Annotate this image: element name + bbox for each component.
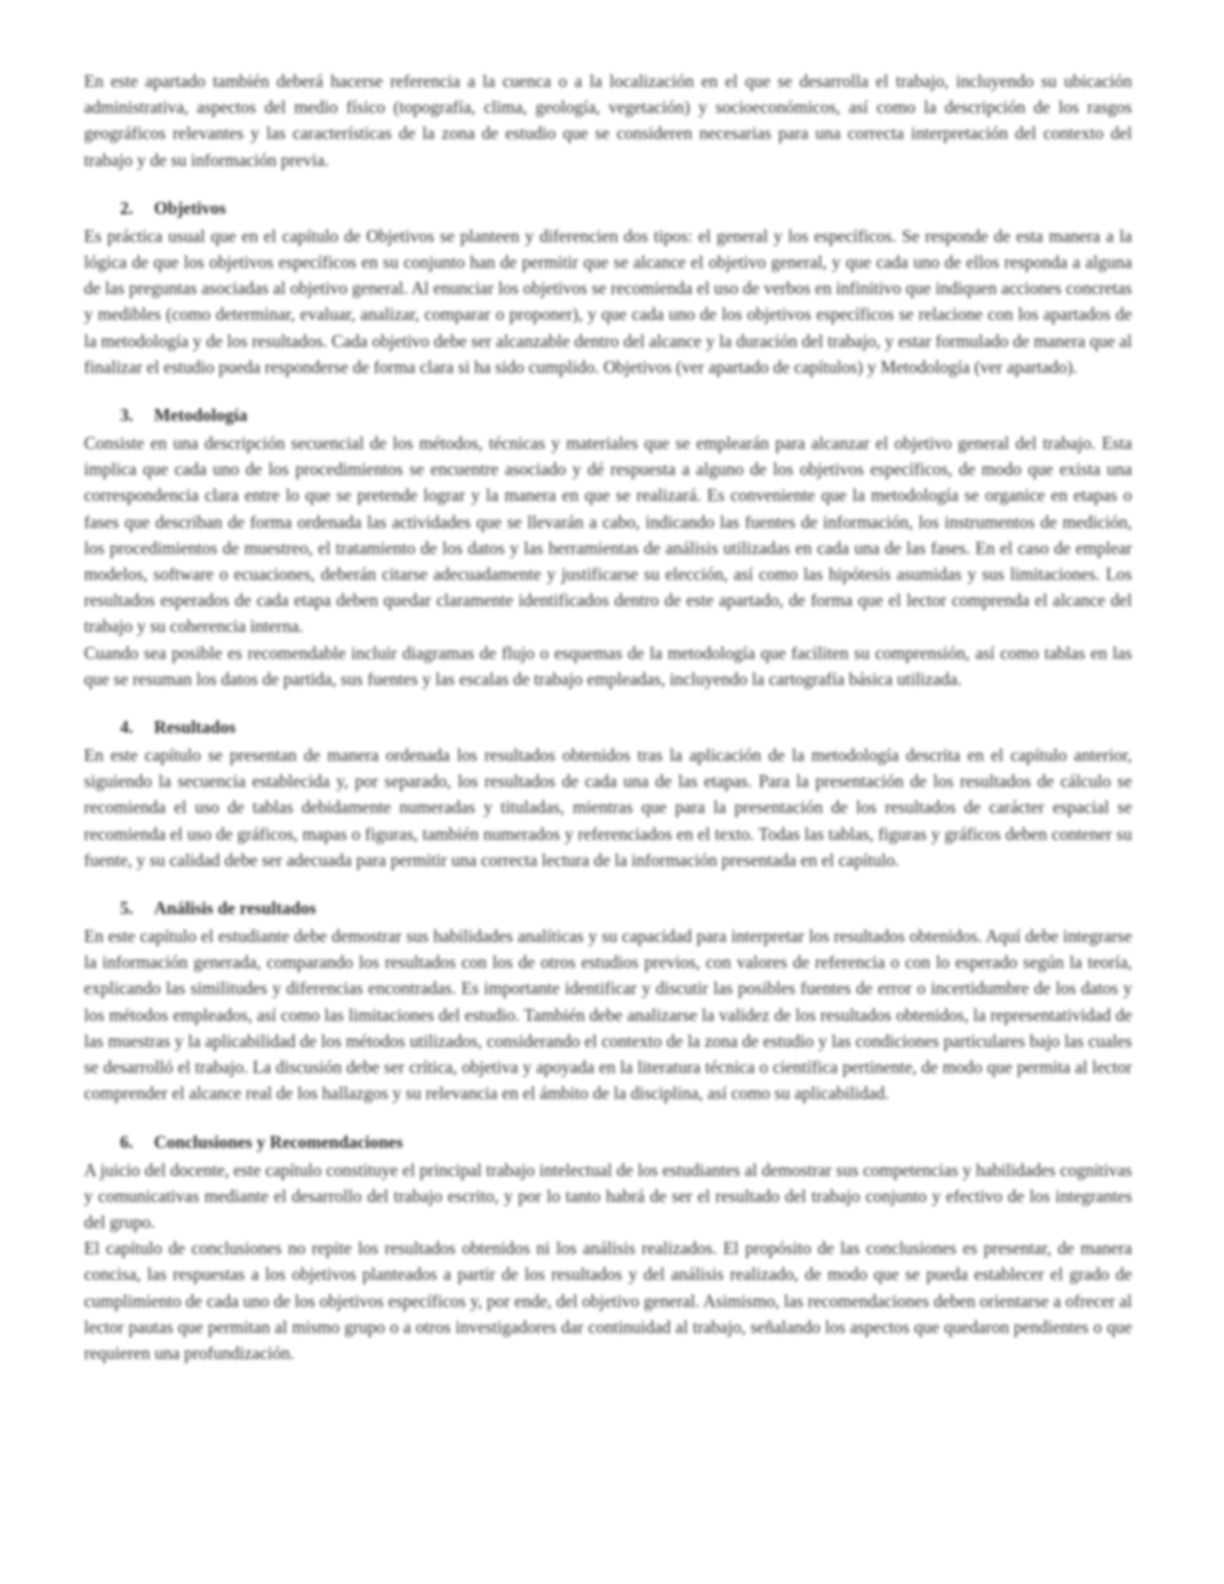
section-heading (120, 402, 1132, 428)
section-number: 4. (120, 717, 134, 738)
section-objetivos (84, 195, 1132, 380)
intro-paragraph: En este apartado también deberá hacerse referencia a la cuenca o a la localización en el que se desarrolla el trabajo, incluyendo su ubicación administrativa, aspectos del medio físico (topografía, clima, geología, vegetación) y socioeconómicos, así como la descripción de los rasgos geográficos relevantes y las características de la zona de estudio que se consideren necesarias para una correcta interpretación del contexto del trabajo y de su información previa. (84, 71, 1132, 170)
section-number: 6. (120, 1131, 134, 1152)
section-title: Resultados (154, 717, 236, 738)
section-title: Análisis de resultados (154, 898, 317, 919)
section-paragraph: El capítulo de conclusiones no repite los resultados obtenidos ni los análisis realizados. El propósito de las conclusiones es presentar, de manera concisa, las respuestas a los objetivos planteados a partir de los resultados y del análisis realizado, de modo que se pueda establecer el grado de cumplimiento de cada uno de los objetivos específicos y, por ende, del objetivo general. Asimismo, las recomendaciones deben orientarse a ofrecer al lector pautas que permitan al mismo grupo o a otros investigadores dar continuidad al trabajo, señalando los aspectos que quedaron pendientes o que requieren una profundización. (84, 1238, 1132, 1363)
section-paragraph: Consiste en una descripción secuencial de los métodos, técnicas y materiales que se emplearán para alcanzar el objetivo general del trabajo. Esta implica que cada uno de los procedimientos se encuentre asociado y dé respuesta a alguno de los objetivos específicos, de modo que exista una correspondencia clara entre lo que se pretende lograr y la manera en que se realizará. Es conveniente que la metodología se organice en etapas o fases que describan de forma ordenada las actividades que se llevarán a cabo, indicando las fuentes de información, los instrumentos de medición, los procedimientos de muestreo, el tratamiento de los datos y las herramientas de análisis utilizadas en cada una de las fases. En el caso de emplear modelos, software o ecuaciones, deberán citarse adecuadamente y justificarse su elección, así como las hipótesis asumidas y sus limitaciones. Los resultados esperados de cada etapa deben quedar claramente identificados dentro de este apartado, de forma que el lector comprenda el alcance del trabajo y su coherencia interna. (84, 433, 1132, 637)
document-page (84, 68, 1132, 1366)
section-heading (120, 1129, 1132, 1155)
section-paragraph: Es práctica usual que en el capítulo de Objetivos se planteen y diferencien dos tipos: el general y los específicos. Se responde de esta manera a la lógica de que los objetivos específicos en su conjunto han de permitir que se alcance el objetivo general, y que cada uno de ellos responda a alguna de las preguntas asociadas al objetivo general. Al enunciar los objetivos se recomienda el uso de verbos en infinitivo que indiquen acciones concretas y medibles (como determinar, evaluar, analizar, comparar o proponer), y que cada uno de los objetivos específicos se relacione con los apartados de la metodología y de los resultados. Cada objetivo debe ser alcanzable dentro del alcance y la duración del trabajo, y estar formulado de manera que al finalizar el estudio pueda responderse de forma clara si ha sido cumplido. Objetivos (ver apartado de capítulos) y Metodología (ver apartado). (84, 225, 1132, 377)
section-paragraph: En este capítulo se presentan de manera ordenada los resultados obtenidos tras la aplicación de la metodología descrita en el capítulo anterior, siguiendo la secuencia establecida y, por separado, los resultados de cada una de las etapas. Para la presentación de los resultados de cálculo se recomienda el uso de tablas debidamente numeradas y tituladas, mientras que para la presentación de los resultados de carácter espacial se recomienda el uso de gráficos, mapas o figuras, también numerados y referenciados en el texto. Todas las tablas, figuras y gráficos deben contener su fuente, y su calidad debe ser adecuada para permitir una correcta lectura de la información presentada en el capítulo. (84, 745, 1132, 870)
section-heading (120, 714, 1132, 740)
section-number: 3. (120, 405, 134, 426)
section-title: Metodología (154, 405, 248, 426)
section-paragraph: Cuando sea posible es recomendable incluir diagramas de flujo o esquemas de la metodología que faciliten su comprensión, así como tablas en las que se resuman los datos de partida, sus fuentes y las escalas de trabajo empleadas, incluyendo la cartografía básica utilizada. (84, 642, 1132, 689)
section-title: Conclusiones y Recomendaciones (154, 1131, 403, 1152)
section-analisis (84, 895, 1132, 1106)
section-metodologia (84, 402, 1132, 692)
section-heading (120, 895, 1132, 921)
section-heading (120, 195, 1132, 221)
section-number: 2. (120, 197, 134, 218)
section-resultados (84, 714, 1132, 873)
section-conclusiones (84, 1129, 1132, 1367)
section-paragraph: En este capítulo el estudiante debe demostrar sus habilidades analíticas y su capacidad para interpretar los resultados obtenidos. Aquí debe integrarse la información generada, comparando los resultados con los de otros estudios previos, con valores de referencia o con lo esperado según la teoría, explicando las similitudes y diferencias encontradas. Es importante identificar y discutir las posibles fuentes de error o incertidumbre de los datos y los métodos empleados, así como las limitaciones del estudio. También debe analizarse la validez de los resultados obtenidos, la representatividad de las muestras y la aplicabilidad de los métodos utilizados, considerando el contexto de la zona de estudio y las condiciones particulares bajo las cuales se desarrolló el trabajo. La discusión debe ser crítica, objetiva y apoyada en la literatura técnica o científica pertinente, de modo que permita al lector comprender el alcance real de los hallazgos y su relevancia en el ámbito de la disciplina, así como su aplicabilidad. (84, 926, 1132, 1104)
section-paragraph: A juicio del docente, este capítulo constituye el principal trabajo intelectual de los estudiantes al demostrar sus competencias y habilidades cognitivas y comunicativas mediante el desarrollo del trabajo escrito, y por lo tanto habrá de ser el resultado del trabajo conjunto y efectivo de los integrantes del grupo. (84, 1159, 1132, 1232)
section-title: Objetivos (154, 197, 226, 218)
section-number: 5. (120, 898, 134, 919)
